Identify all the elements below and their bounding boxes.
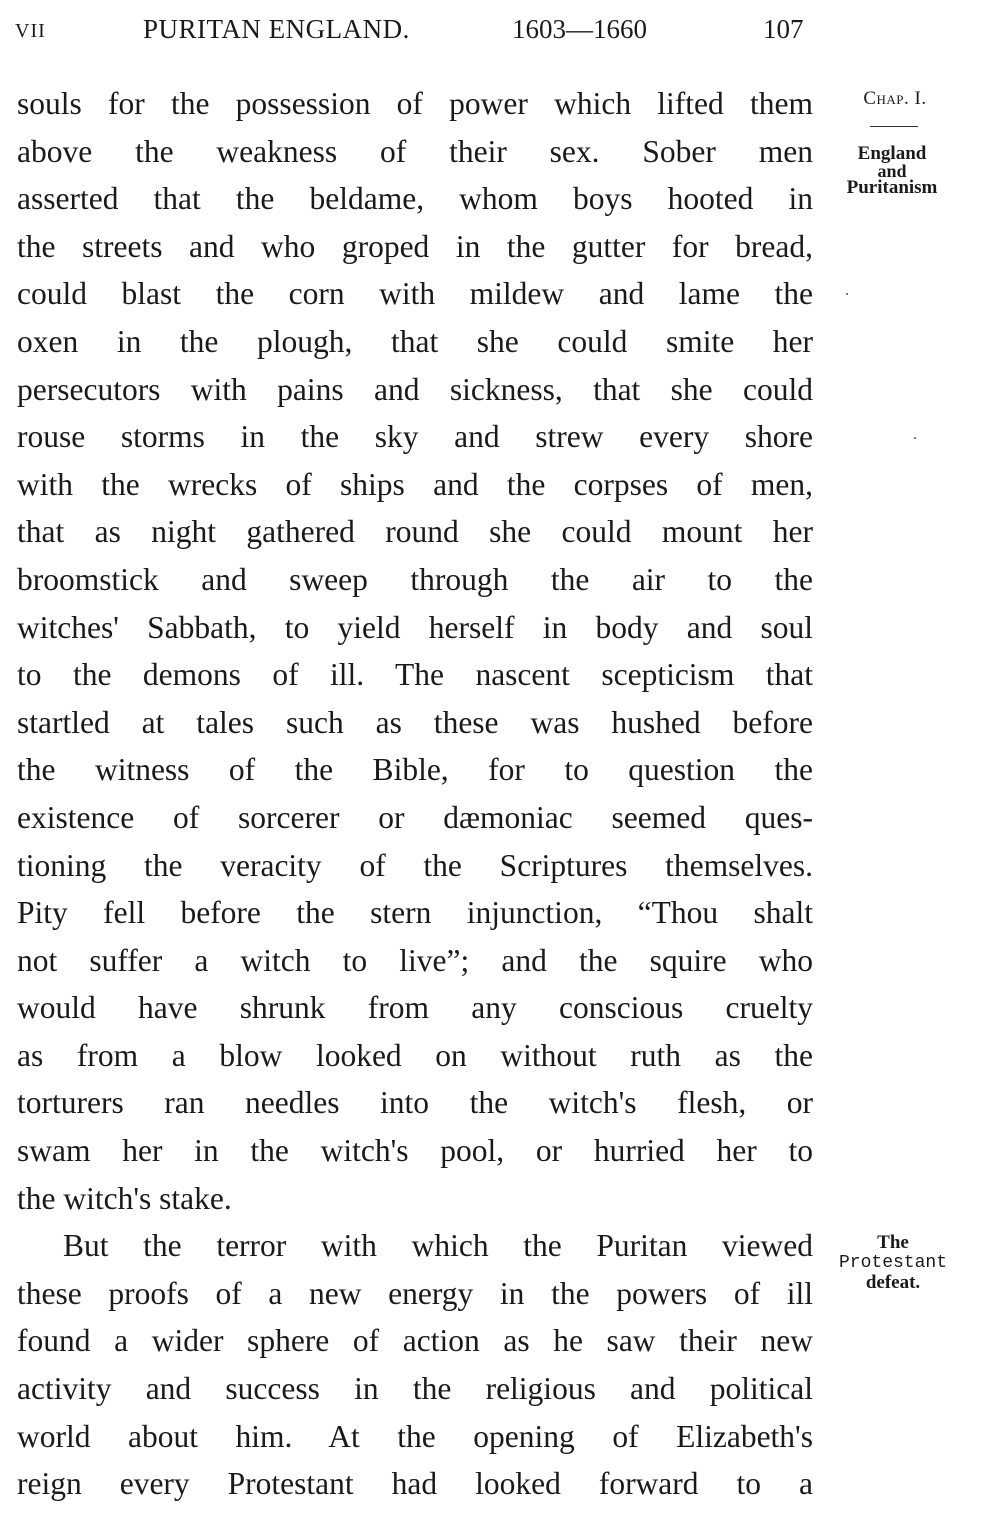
text-line: startled at tales such as these was hushed before [17, 704, 813, 740]
text-line: found a wider sphere of action as he saw their new [17, 1323, 813, 1359]
text-line: torturers ran needles into the witch's flesh, or [17, 1085, 813, 1121]
text-line: broomstick and sweep through the air to the [17, 561, 813, 597]
text-line: souls for the possession of power which lifted them [17, 86, 813, 121]
page-number: 107 [763, 14, 804, 44]
margin-note-line: and [877, 161, 907, 181]
text-line: tioning the veracity of the Scriptures themselves. [17, 847, 813, 883]
text-line: Pity fell before the stern injunction, “Thou shalt [17, 895, 813, 931]
margin-note-line: England [857, 143, 927, 164]
margin-note-line: The [877, 1232, 909, 1253]
header-chapter-number: VII [15, 20, 46, 42]
text-line: existence of sorcerer or dæmoniac seemed ques- [17, 799, 813, 835]
body-text [17, 80, 813, 1508]
text-line: persecutors with pains and sickness, that she could [17, 371, 813, 407]
print-speck [846, 293, 848, 295]
text-line: But the terror with which the Puritan viewed [63, 1228, 813, 1264]
text-line: the streets and who groped in the gutter for bread, [17, 228, 813, 264]
text-line: would have shrunk from any conscious cruelty [17, 990, 813, 1026]
text-line: to the demons of ill. The nascent scepticism that [17, 657, 813, 693]
margin-note-line: defeat. [865, 1272, 921, 1293]
text-line: the witness of the Bible, for to question the [17, 752, 813, 788]
margin-chapter-text: Chap. I. [863, 88, 927, 109]
text-line: oxen in the plough, that she could smite her [17, 323, 813, 359]
text-line: with the wrecks of ships and the corpses of men, [17, 466, 813, 502]
text-line: the witch's stake. [17, 1180, 232, 1216]
text-line: rouse storms in the sky and strew every shore [17, 419, 813, 455]
text-line: world about him. At the opening of Elizabeth's [17, 1418, 813, 1454]
text-line: activity and success in the religious and political [17, 1371, 813, 1407]
margin-note-protestant-defeat [828, 1233, 958, 1293]
running-header [15, 10, 815, 50]
text-line: above the weakness of their sex. Sober men [17, 133, 813, 169]
header-title: PURITAN ENGLAND. [143, 14, 410, 44]
margin-note-line: Protestant [838, 1253, 948, 1273]
print-speck [914, 437, 916, 439]
text-line: witches' Sabbath, to yield herself in body and soul [17, 609, 813, 645]
text-line: swam her in the witch's pool, or hurried her to [17, 1133, 813, 1169]
text-line: these proofs of a new energy in the powers of ill [17, 1275, 813, 1311]
text-line: not suffer a witch to live”; and the squire who [17, 942, 813, 978]
margin-rule [870, 126, 918, 127]
text-line: could blast the corn with mildew and lame the [17, 276, 813, 312]
margin-note-england-and-puritanism [822, 144, 962, 198]
text-line: as from a blow looked on without ruth as the [17, 1037, 813, 1073]
text-line: that as night gathered round she could mount her [17, 514, 813, 550]
text-line: asserted that the beldame, whom boys hooted in [17, 181, 813, 217]
margin-chapter-label [840, 88, 950, 110]
header-dates: 1603—1660 [512, 14, 647, 44]
text-line: reign every Protestant had looked forward to a [17, 1466, 813, 1502]
margin-note-line: Puritanism [846, 177, 938, 198]
